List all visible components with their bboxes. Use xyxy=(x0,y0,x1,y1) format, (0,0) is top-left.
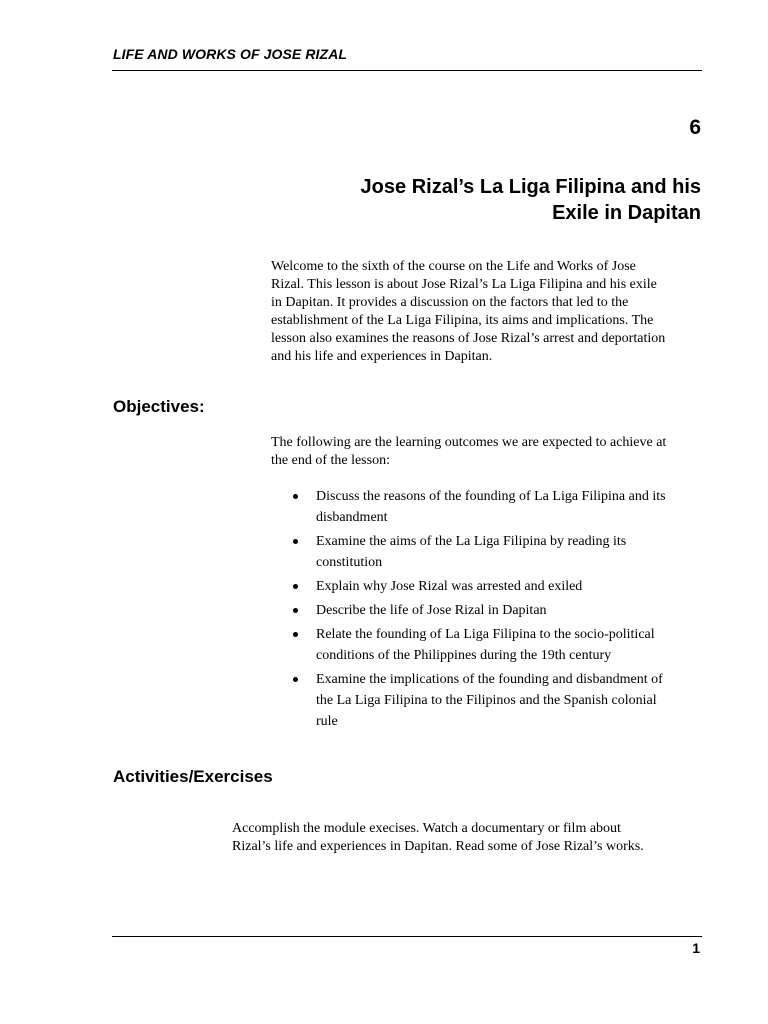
objective-line: disbandment xyxy=(316,510,388,525)
intro-line: Welcome to the sixth of the course on the Life and Works of Jose xyxy=(271,259,636,274)
activities-line: Accomplish the module execises. Watch a documentary or film about xyxy=(232,821,621,836)
bullet-icon xyxy=(293,608,298,613)
chapter-number: 6 xyxy=(689,116,701,139)
objective-item xyxy=(271,624,703,666)
objective-line: constitution xyxy=(316,555,383,570)
bullet-icon xyxy=(293,494,298,499)
intro-paragraph xyxy=(271,258,703,366)
objectives-lead-line: The following are the learning outcomes we are expected to achieve at xyxy=(271,435,667,450)
chapter-title-line: Exile in Dapitan xyxy=(552,202,701,224)
intro-line: and his life and experiences in Dapitan. xyxy=(271,349,493,364)
bullet-icon xyxy=(293,539,298,544)
intro-line: in Dapitan. It provides a discussion on the factors that led to the xyxy=(271,295,629,310)
objective-item xyxy=(271,576,703,597)
objective-item xyxy=(271,531,703,573)
activities-paragraph xyxy=(232,820,702,856)
objective-line: Examine the implications of the founding and disbandment of xyxy=(316,672,663,687)
objective-item xyxy=(271,669,703,732)
objectives-lead xyxy=(271,434,703,470)
intro-line: lesson also examines the reasons of Jose Rizal’s arrest and deportation xyxy=(271,331,666,346)
chapter-title-line: Jose Rizal’s La Liga Filipina and his xyxy=(360,176,701,198)
activities-line: Rizal’s life and experiences in Dapitan. Read some of Jose Rizal’s works. xyxy=(232,839,644,854)
objective-line: Explain why Jose Rizal was arrested and exiled xyxy=(316,579,583,594)
objective-line: Discuss the reasons of the founding of La Liga Filipina and its xyxy=(316,489,666,504)
objective-item xyxy=(271,486,703,528)
objective-line: Describe the life of Jose Rizal in Dapitan xyxy=(316,603,547,618)
objective-line: Relate the founding of La Liga Filipina to the socio-political xyxy=(316,627,655,642)
page-number: 1 xyxy=(692,940,700,956)
chapter-title xyxy=(261,174,701,226)
objective-line: conditions of the Philippines during the 19th century xyxy=(316,648,612,663)
intro-line: establishment of the La Liga Filipina, its aims and implications. The xyxy=(271,313,654,328)
running-header: LIFE AND WORKS OF JOSE RIZAL xyxy=(113,46,348,62)
header-rule xyxy=(112,70,702,71)
bullet-icon xyxy=(293,632,298,637)
intro-line: Rizal. This lesson is about Jose Rizal’s La Liga Filipina and his exile xyxy=(271,277,657,292)
objectives-lead-line: the end of the lesson: xyxy=(271,453,390,468)
objectives-heading: Objectives: xyxy=(113,397,205,416)
objective-line: the La Liga Filipina to the Filipinos and the Spanish colonial xyxy=(316,693,657,708)
objective-item xyxy=(271,600,703,621)
bullet-icon xyxy=(293,677,298,682)
activities-heading: Activities/Exercises xyxy=(113,767,273,786)
footer-rule xyxy=(112,936,702,937)
objective-line: Examine the aims of the La Liga Filipina by reading its xyxy=(316,534,627,549)
bullet-icon xyxy=(293,584,298,589)
objective-line: rule xyxy=(316,714,338,729)
objectives-list xyxy=(271,486,703,735)
